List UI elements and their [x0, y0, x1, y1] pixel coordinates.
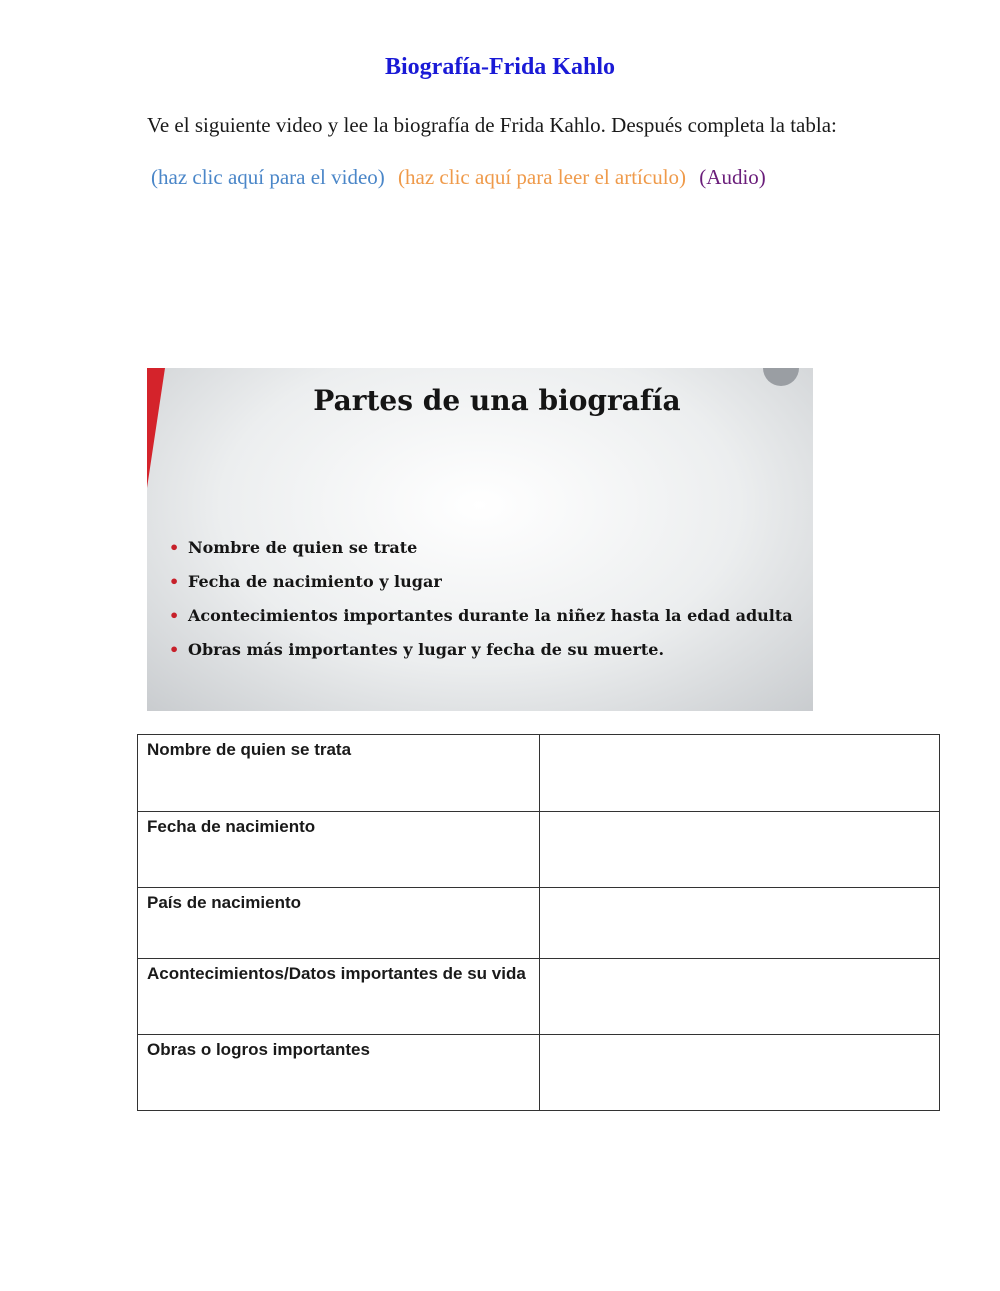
biography-table [137, 734, 940, 1111]
page-title: Biografía-Frida Kahlo [385, 54, 615, 80]
slide-item-text: Nombre de quien se trate [188, 538, 418, 557]
answer-cell[interactable] [539, 888, 939, 959]
answer-cell[interactable] [539, 1035, 939, 1111]
slide-bullet-list [169, 536, 809, 672]
row-label: Fecha de nacimiento [138, 812, 540, 888]
instructions-text: Ve el siguiente video y lee la biografía de Frida Kahlo. Después completa la tabla: [147, 113, 837, 137]
slide-item-text: Obras más importantes y lugar y fecha de su muerte. [188, 640, 665, 659]
bullet-icon: • [169, 640, 180, 659]
answer-cell[interactable] [539, 735, 939, 812]
answer-cell[interactable] [539, 812, 939, 888]
slide-list-item [169, 638, 809, 662]
slide-item-text: Acontecimientos importantes durante la niñez hasta la edad adulta [188, 606, 793, 625]
row-label: País de nacimiento [138, 888, 540, 959]
slide-item-text: Fecha de nacimiento y lugar [188, 572, 442, 591]
bullet-icon: • [169, 572, 180, 591]
audio-link[interactable]: (Audio) [699, 165, 766, 189]
table-row [138, 1035, 940, 1111]
bullet-icon: • [169, 606, 180, 625]
video-link[interactable]: (haz clic aquí para el video) [151, 165, 385, 189]
row-label: Acontecimientos/Datos importantes de su vida [138, 959, 540, 1035]
bullet-icon: • [169, 538, 180, 557]
table-row [138, 812, 940, 888]
slide-list-item [169, 570, 809, 594]
biography-parts-slide [147, 368, 813, 711]
table-row [138, 735, 940, 812]
slide-list-item [169, 536, 809, 560]
row-label: Obras o logros importantes [138, 1035, 540, 1111]
table-row [138, 888, 940, 959]
resource-links [151, 164, 774, 190]
article-link[interactable]: (haz clic aquí para leer el artículo) [398, 165, 687, 189]
answer-cell[interactable] [539, 959, 939, 1035]
table-row [138, 959, 940, 1035]
row-label: Nombre de quien se trata [138, 735, 540, 812]
slide-list-item [169, 604, 809, 628]
slide-title: Partes de una biografía [313, 384, 681, 417]
